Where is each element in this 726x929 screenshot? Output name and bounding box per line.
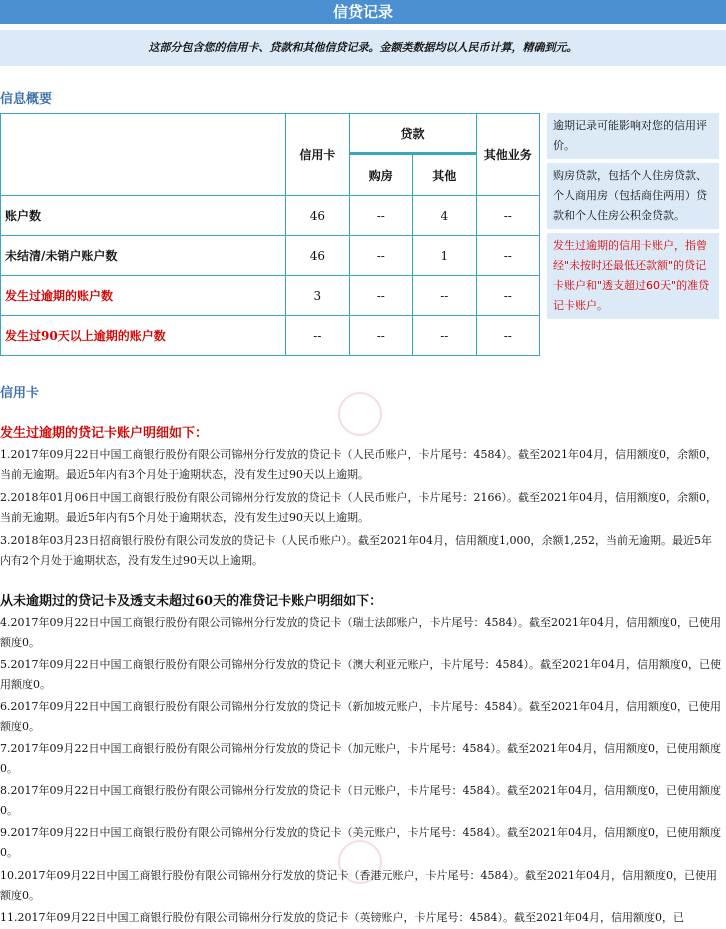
cell-value: -- <box>349 276 412 316</box>
col-housing: 购房 <box>349 154 412 196</box>
record-item: 7.2017年09月22日中国工商银行股份有限公司锦州分行发放的贷记卡（加元账户，卡片尾号：4584）。截至2021年04月，信用额度0，已使用额度0。 <box>0 742 721 775</box>
cell-value: -- <box>476 316 539 356</box>
cell-value: -- <box>476 196 539 236</box>
record-item: 10.2017年09月22日中国工商银行股份有限公司锦州分行发放的贷记卡（香港元账户，卡片尾号：4584）。截至2021年04月，信用额度0，已使用额度0。 <box>0 869 717 902</box>
table-row <box>1 276 540 316</box>
cell-value: -- <box>413 276 476 316</box>
cell-value: 1 <box>413 236 476 276</box>
section-header: 信贷记录 <box>0 0 726 24</box>
credit-card-title: 信用卡 <box>0 386 40 401</box>
cell-value: -- <box>349 236 412 276</box>
overview-title: 信息概要 <box>0 92 53 107</box>
notes-panel <box>547 113 719 323</box>
table-row <box>1 236 540 276</box>
record-item: 8.2017年09月22日中国工商银行股份有限公司锦州分行发放的贷记卡（日元账户，卡片尾号：4584）。截至2021年04月，信用额度0，已使用额度0。 <box>0 784 721 817</box>
col-loan: 贷款 <box>349 114 476 154</box>
row-label: 发生过逾期的账户数 <box>1 276 286 316</box>
row-label: 未结清/未销户账户数 <box>1 236 286 276</box>
record-item: 11.2017年09月22日中国工商银行股份有限公司锦州分行发放的贷记卡（英镑账户，卡片尾号：4584）。截至2021年04月，信用额度0，已 <box>0 911 684 924</box>
cell-value: -- <box>413 316 476 356</box>
record-item: 6.2017年09月22日中国工商银行股份有限公司锦州分行发放的贷记卡（新加坡元账户，卡片尾号：4584）。截至2021年04月，信用额度0，已使用额度0。 <box>0 700 721 733</box>
row-label: 发生过90天以上逾期的账户数 <box>1 316 286 356</box>
cell-value: -- <box>349 196 412 236</box>
cell-value: -- <box>476 236 539 276</box>
table-row <box>1 316 540 356</box>
overdue-subtitle: 发生过逾期的贷记卡账户明细如下： <box>0 426 209 441</box>
col-other-loan: 其他 <box>413 154 476 196</box>
record-item: 9.2017年09月22日中国工商银行股份有限公司锦州分行发放的贷记卡（美元账户，卡片尾号：4584）。截至2021年04月，信用额度0，已使用额度0。 <box>0 826 721 859</box>
record-item: 5.2017年09月22日中国工商银行股份有限公司锦州分行发放的贷记卡（澳大利亚元账户，卡片尾号：4584）。截至2021年04月，信用额度0，已使用额度0。 <box>0 658 721 691</box>
corner-cell <box>1 114 286 196</box>
record-item: 1.2017年09月22日中国工商银行股份有限公司锦州分行发放的贷记卡（人民币账户，卡片尾号：4584）。截至2021年04月，信用额度0，余额0，当前无逾期。最近5年内有3个月处于逾期状态，没有发生过90天以上逾期。 <box>0 448 717 481</box>
cell-value: 46 <box>286 196 349 236</box>
record-item: 4.2017年09月22日中国工商银行股份有限公司锦州分行发放的贷记卡（瑞士法郎账户，卡片尾号：4584）。截至2021年04月，信用额度0，已使用额度0。 <box>0 616 721 649</box>
cell-value: 3 <box>286 276 349 316</box>
record-item: 3.2018年03月23日招商银行股份有限公司发放的贷记卡（人民币账户）。截至2021年04月，信用额度1,000，余额1,252，当前无逾期。最近5年内有2个月处于逾期状态，没有发生过90天以上逾期。 <box>0 534 712 567</box>
notice-banner: 这部分包含您的信用卡、贷款和其他信贷记录。金额类数据均以人民币计算，精确到元。 <box>0 30 726 66</box>
note-housing-loan: 购房贷款，包括个人住房贷款、个人商用房（包括商住两用）贷款和个人住房公积金贷款。 <box>547 163 719 229</box>
note-overdue-definition: 发生过逾期的信用卡账户，指曾经"未按时还最低还款额"的贷记卡账户和"透支超过60天"的准贷记卡账户。 <box>547 233 719 319</box>
cell-value: 4 <box>413 196 476 236</box>
note-overdue-impact: 逾期记录可能影响对您的信用评价。 <box>547 113 719 159</box>
record-item: 2.2018年01月06日中国工商银行股份有限公司锦州分行发放的贷记卡（人民币账户，卡片尾号：2166）。截至2021年04月，信用额度0，余额0，当前无逾期。最近5年内有5个月处于逾期状态，没有发生过90天以上逾期。 <box>0 491 717 524</box>
col-other-business: 其他业务 <box>476 114 539 196</box>
col-credit-card: 信用卡 <box>286 114 349 196</box>
cell-value: -- <box>349 316 412 356</box>
table-row <box>1 196 540 236</box>
cell-value: 46 <box>286 236 349 276</box>
cell-value: -- <box>286 316 349 356</box>
normal-subtitle: 从未逾期过的贷记卡及透支未超过60天的准贷记卡账户明细如下： <box>0 594 383 609</box>
watermark-seal-icon <box>338 392 382 436</box>
cell-value: -- <box>476 276 539 316</box>
overview-table <box>0 113 540 356</box>
row-label: 账户数 <box>1 196 286 236</box>
